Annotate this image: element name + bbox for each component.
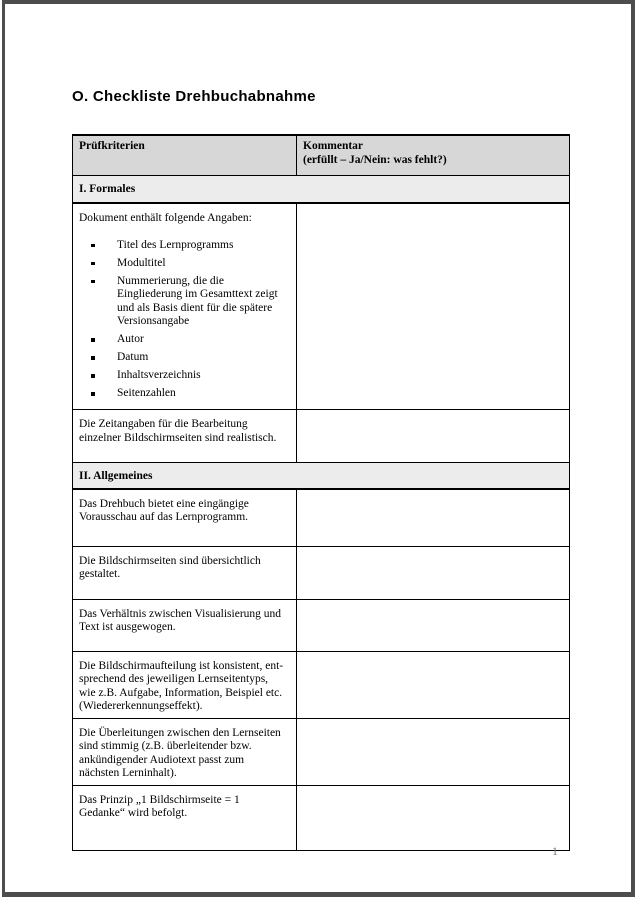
- criteria-row: [73, 490, 569, 547]
- header-kommentar-line2: (erfüllt – Ja/Nein: was fehlt?): [303, 153, 447, 166]
- criteria-text: Das Drehbuch bietet eine eingängige Vorausschau auf das Lernprogramm.: [73, 490, 297, 546]
- criteria-text: [73, 204, 297, 409]
- criteria-row: [73, 719, 569, 786]
- page-number: 1: [552, 844, 558, 858]
- criteria-text: Die Überleitungen zwischen den Lernseiten sind stimmig (z.B. überleitender bzw. ankündigender Audiotext passt zum nächsten Lerninhalt).: [73, 719, 297, 785]
- comment-cell: [297, 652, 569, 718]
- section-row-allgemeines: II. Allgemeines: [73, 463, 569, 490]
- bullet-item: Modultitel: [91, 257, 286, 271]
- bullet-item: Seitenzahlen: [91, 387, 286, 401]
- criteria-row: [73, 786, 569, 850]
- criteria-text: Das Verhältnis zwischen Visualisierung und Text ist ausgewogen.: [73, 600, 297, 651]
- comment-cell: [297, 786, 569, 850]
- header-kommentar-line1: Kommentar: [303, 140, 364, 152]
- criteria-text: Die Bildschirmaufteilung ist konsistent, ent-sprechend des jeweiligen Lernseitentyps, wie z.B. Aufgabe, Information, Beispiel etc. (Wiedererkennungseffekt).: [73, 652, 297, 718]
- criteria-bullet-list: [79, 239, 286, 401]
- comment-cell: [297, 410, 569, 462]
- criteria-intro: Dokument enthält folgende Angaben:: [79, 212, 252, 224]
- comment-cell: [297, 719, 569, 785]
- section-row-formales: I. Formales: [73, 176, 569, 204]
- criteria-row: [73, 652, 569, 719]
- comment-cell: [297, 490, 569, 546]
- criteria-row: [73, 204, 569, 410]
- bullet-item: Nummerierung, die die Eingliederung im Gesamttext zeigt und als Basis dient für die spätere Versionsangabe: [91, 275, 286, 329]
- table-header-row: [73, 136, 569, 176]
- bullet-item: Datum: [91, 351, 286, 365]
- bullet-item: Titel des Lernprogramms: [91, 239, 286, 253]
- comment-cell: [297, 547, 569, 599]
- criteria-row: [73, 600, 569, 652]
- criteria-row: [73, 547, 569, 600]
- document-title: O. Checkliste Drehbuchabnahme: [72, 88, 316, 105]
- criteria-text: Das Prinzip „1 Bildschirmseite = 1 Gedanke“ wird befolgt.: [73, 786, 297, 850]
- header-col-kommentar: [297, 136, 569, 175]
- criteria-text: Die Zeitangaben für die Bearbeitung einzelner Bildschirmseiten sind realistisch.: [73, 410, 297, 462]
- criteria-text: Die Bildschirmseiten sind übersichtlich gestaltet.: [73, 547, 297, 599]
- checklist-table: [72, 134, 570, 851]
- comment-cell: [297, 204, 569, 409]
- bullet-item: Autor: [91, 333, 286, 347]
- criteria-row: [73, 410, 569, 463]
- header-col-pruefkriterien: Prüfkriterien: [73, 136, 297, 175]
- comment-cell: [297, 600, 569, 651]
- bullet-item: Inhaltsverzeichnis: [91, 369, 286, 383]
